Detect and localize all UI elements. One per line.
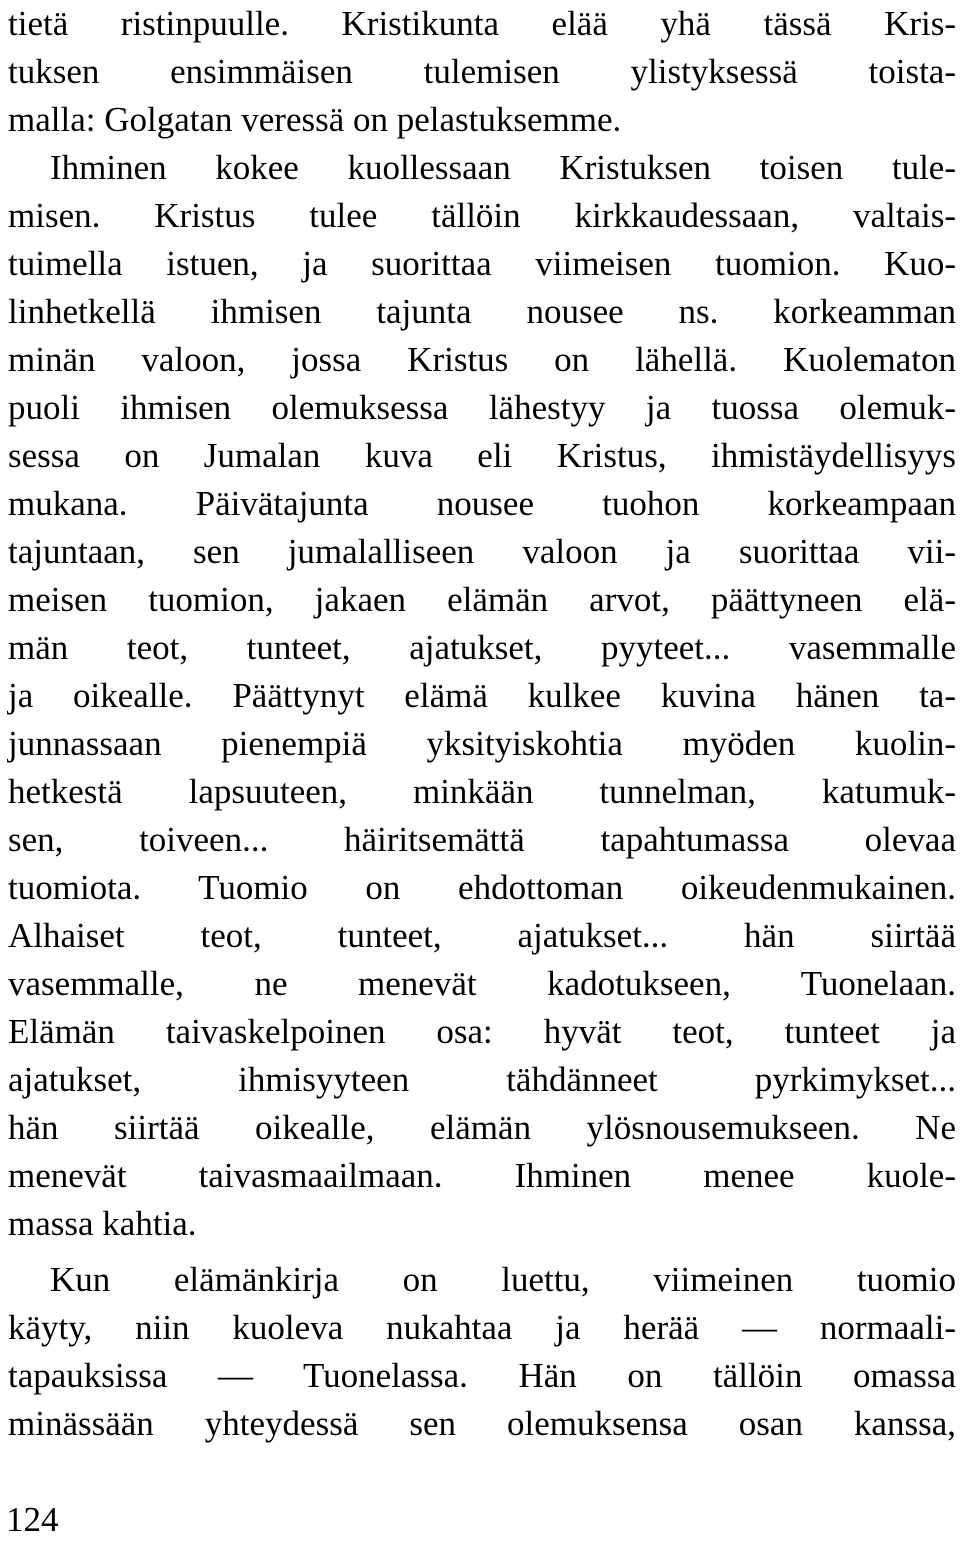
text-line: linhetkellä ihmisen tajunta nousee ns. korkeamman — [8, 292, 956, 331]
text-line: tuomiota. Tuomio on ehdottoman oikeudenmukainen. — [8, 868, 956, 907]
text-line: menevät taivasmaailmaan. Ihminen menee kuole- — [8, 1156, 956, 1195]
text-line: hän siirtää oikealle, elämän ylösnousemukseen. Ne — [8, 1108, 956, 1147]
text-line: sessa on Jumalan kuva eli Kristus, ihmistäydellisyys — [8, 436, 956, 475]
page-number: 124 — [6, 1500, 59, 1539]
text-line: minän valoon, jossa Kristus on lähellä. Kuolematon — [8, 340, 956, 379]
text-line: Alhaiset teot, tunteet, ajatukset... hän siirtää — [8, 916, 956, 955]
text-line: sen, toiveen... häiritsemättä tapahtumassa olevaa — [8, 820, 956, 859]
text-line: tajuntaan, sen jumalalliseen valoon ja suorittaa vii- — [8, 532, 956, 571]
text-line: Elämän taivaskelpoinen osa: hyvät teot, tunteet ja — [8, 1012, 956, 1051]
text-line: tuksen ensimmäisen tulemisen ylistyksessä toista- — [8, 52, 956, 91]
text-line: hetkestä lapsuuteen, minkään tunnelman, katumuk- — [8, 772, 956, 811]
text-line: malla: Golgatan veressä on pelastuksemme. — [8, 100, 622, 139]
text-line: Ihminen kokee kuollessaan Kristuksen toisen tule- — [50, 148, 956, 187]
text-line: minässään yhteydessä sen olemuksensa osan kanssa, — [8, 1404, 956, 1443]
text-line: tietä ristinpuulle. Kristikunta elää yhä tässä Kris- — [8, 4, 956, 43]
text-line: meisen tuomion, jakaen elämän arvot, päättyneen elä- — [8, 580, 956, 619]
text-line: junnassaan pienempiä yksityiskohtia myöden kuolin- — [8, 724, 956, 763]
text-line: tapauksissa — Tuonelassa. Hän on tällöin omassa — [8, 1356, 956, 1395]
text-line: vasemmalle, ne menevät kadotukseen, Tuonelaan. — [8, 964, 956, 1003]
text-line: käyty, niin kuoleva nukahtaa ja herää — normaali- — [8, 1308, 956, 1347]
text-line: Kun elämänkirja on luettu, viimeinen tuomio — [50, 1260, 956, 1299]
text-line: tuimella istuen, ja suorittaa viimeisen tuomion. Kuo- — [8, 244, 956, 283]
text-line: män teot, tunteet, ajatukset, pyyteet... vasemmalle — [8, 628, 956, 667]
text-line: massa kahtia. — [8, 1204, 197, 1243]
text-line: puoli ihmisen olemuksessa lähestyy ja tuossa olemuk- — [8, 388, 956, 427]
text-line: misen. Kristus tulee tällöin kirkkaudessaan, valtais- — [8, 196, 956, 235]
text-line: ajatukset, ihmisyyteen tähdänneet pyrkimykset... — [8, 1060, 956, 1099]
text-line: ja oikealle. Päättynyt elämä kulkee kuvina hänen ta- — [8, 676, 956, 715]
text-line: mukana. Päivätajunta nousee tuohon korkeampaan — [8, 484, 956, 523]
